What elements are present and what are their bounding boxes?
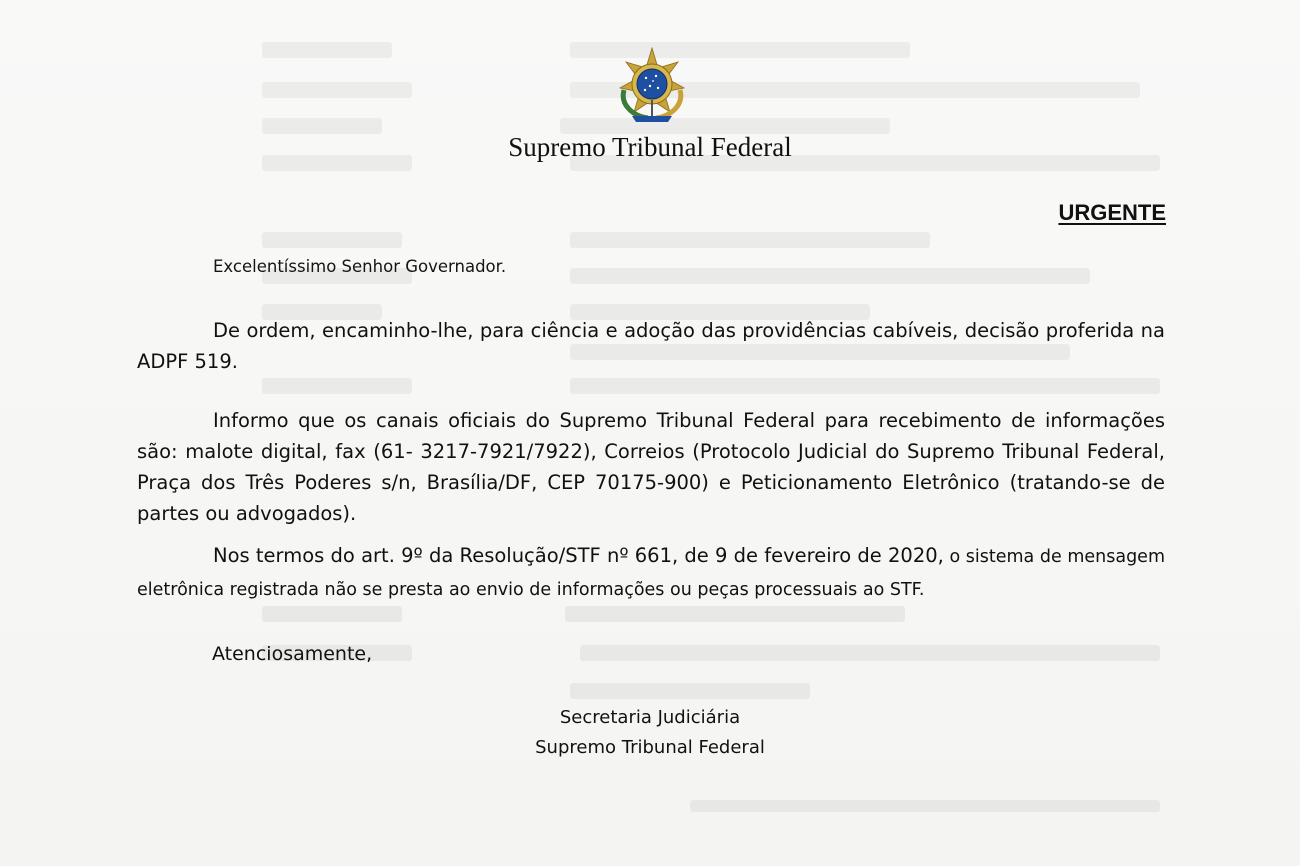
signature-court: Supremo Tribunal Federal	[535, 737, 765, 758]
court-title: Supremo Tribunal Federal	[508, 132, 792, 162]
paragraph3-rest: o sistema de mensagem eletrônica registrada não se presta ao envio de informações ou peças processuais ao STF.	[137, 547, 1165, 600]
signature-department: Secretaria Judiciária	[559, 707, 741, 728]
signature-block	[0, 703, 1300, 763]
paragraph-forwarding-decision: De ordem, encaminho-lhe, para ciência e adoção das providências cabíveis, decisão proferida na ADPF 519.	[137, 319, 1165, 373]
paragraph-official-channels: Informo que os canais oficiais do Supremo Tribunal Federal para recebimento de informações são: malote digital, fax (61- 3217-7921/7922), Correios (Protocolo Judicial do Supremo Tribunal Federal, Praça dos Três Poderes s/n, Brasília/DF, CEP 70175-900) e Peticionamento Eletrônico (tratando-se de partes ou advogados).	[137, 409, 1165, 525]
brazil-coat-of-arms-icon	[612, 46, 692, 124]
closing-line: Atenciosamente,	[212, 643, 373, 665]
paragraph-electronic-messaging-notice	[137, 540, 1165, 606]
paragraph3-lead: Nos termos do art. 9º da Resolução/STF nº 661, de 9 de fevereiro de 2020,	[213, 544, 944, 567]
urgent-label: URGENTE	[1058, 200, 1166, 225]
salutation: Excelentíssimo Senhor Governador.	[213, 257, 507, 276]
